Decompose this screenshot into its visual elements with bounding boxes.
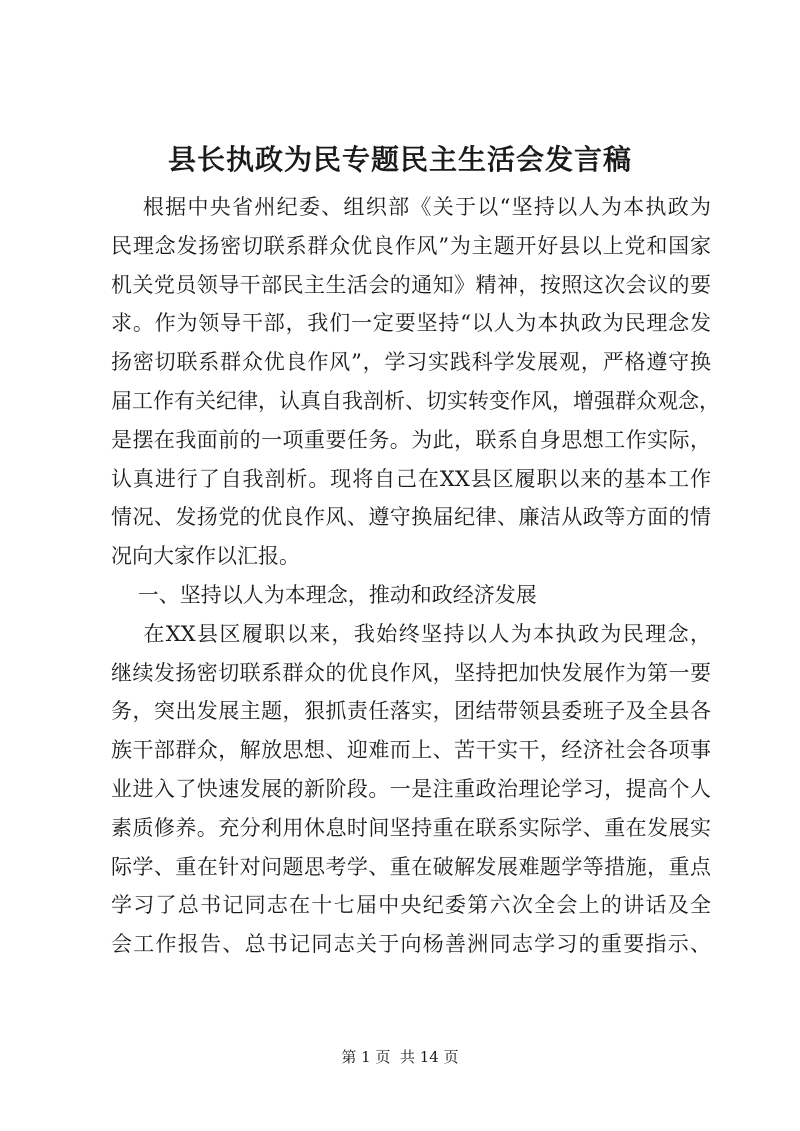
document-body: [111, 188, 720, 964]
body-line: 际学、重在针对问题思考学、重在破解发展难题学等措施，重点: [111, 854, 711, 879]
body-line: 扬密切联系群众优良作风”，学习实践科学发展观，严格遵守换: [111, 350, 711, 375]
body-line: 族干部群众，解放思想、迎难而上、苦干实干，经济社会各项事: [111, 738, 711, 763]
body-line: 况向大家作以汇报。: [111, 544, 300, 569]
body-line: 在XX县区履职以来，我始终坚持以人为本执政为民理念，: [111, 621, 711, 646]
document-title: 县长执政为民专题民主生活会发言稿: [167, 143, 632, 176]
body-line: 业进入了快速发展的新阶段。一是注重政治理论学习，提高个人: [111, 776, 711, 801]
body-line: 届工作有关纪律，认真自我剖析、切实转变作风，增强群众观念，: [111, 388, 720, 413]
body-line: 认真进行了自我剖析。现将自己在XX县区履职以来的基本工作: [111, 466, 711, 491]
body-line: 学习了总书记同志在十七届中央纪委第六次全会上的讲话及全: [111, 893, 711, 918]
body-line: 是摆在我面前的一项重要任务。为此，联系自身思想工作实际，: [111, 427, 711, 452]
body-line: 情况、发扬党的优良作风、遵守换届纪律、廉洁从政等方面的情: [111, 505, 711, 530]
body-line: 根据中央省州纪委、组织部《关于以“坚持以人为本执政为: [111, 195, 711, 219]
body-line: 求。作为领导干部，我们一定要坚持“以人为本执政为民理念发: [111, 311, 711, 336]
page-footer: [0, 1047, 800, 1067]
section-heading: 一、坚持以人为本理念，推动和政经济发展: [111, 582, 537, 607]
body-line: 继续发扬密切联系群众的优良作风，坚持把加快发展作为第一要: [111, 660, 711, 685]
body-line: 会工作报告、总书记同志关于向杨善洲同志学习的重要指示、: [111, 932, 711, 957]
page-number-label: 第 1 页 共 14 页: [341, 1048, 459, 1066]
body-line: 机关党员领导干部民主生活会的通知》精神，按照这次会议的要: [111, 272, 711, 297]
body-line: 民理念发扬密切联系群众优良作风”为主题开好县以上党和国家: [111, 233, 711, 258]
body-line: 务，突出发展主题，狠抓责任落实，团结带领县委班子及全县各: [111, 699, 711, 724]
body-line: 素质修养。充分利用休息时间坚持重在联系实际学、重在发展实: [111, 815, 711, 840]
